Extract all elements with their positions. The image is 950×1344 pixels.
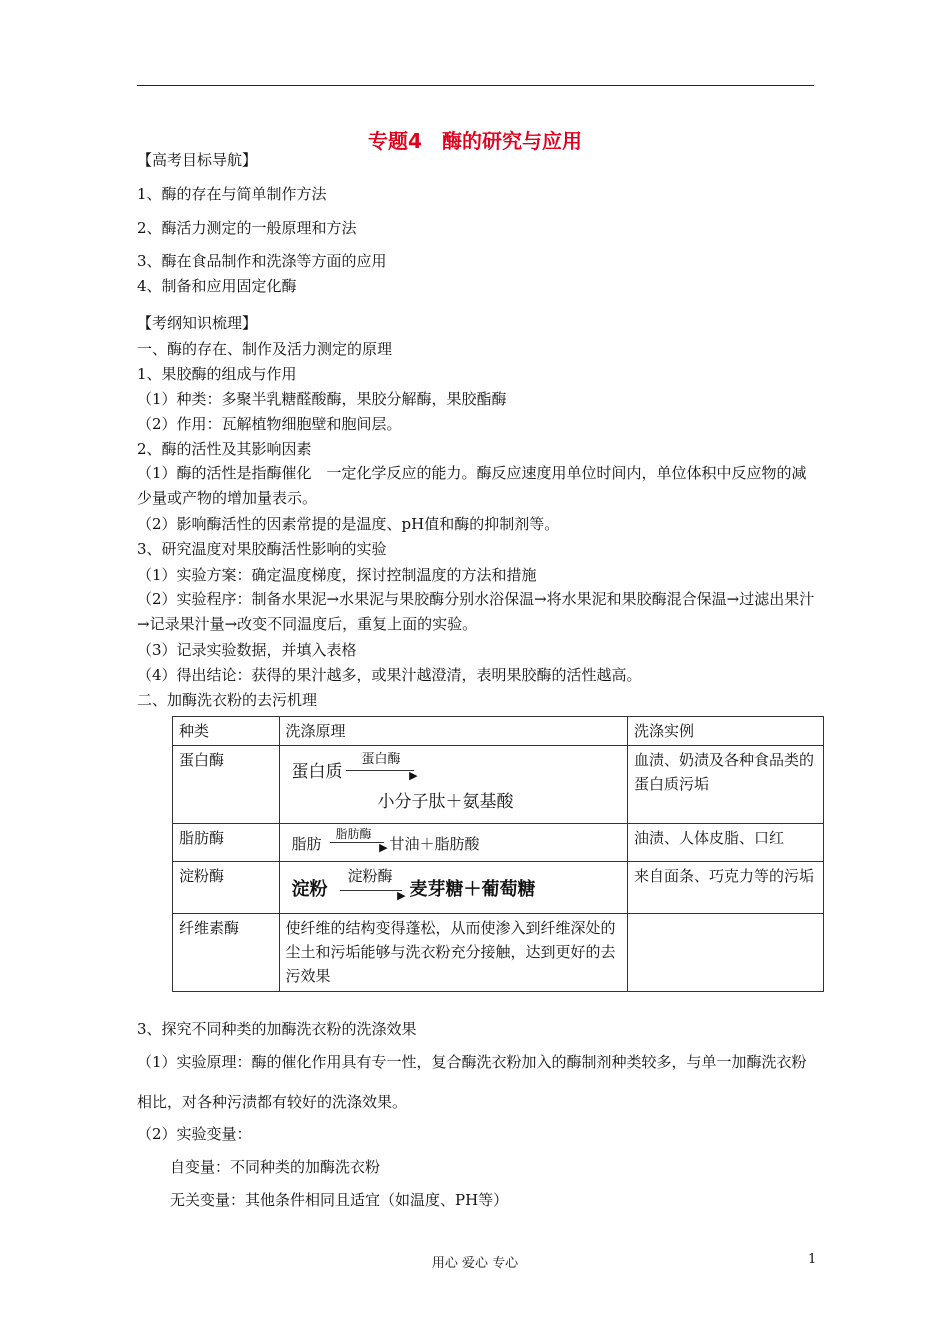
table-row — [173, 824, 824, 862]
reaction-equation — [286, 864, 621, 908]
point-text: （1）实验方案：确定温度梯度，探讨控制温度的方法和措施 — [137, 566, 537, 584]
point-text: （1）实验原理：酶的催化作用具有专一性，复合酶洗衣粉加入的酶制剂种类较多，与单一加酶洗衣粉相比，对各种污渍都有较好的洗涤效果。 — [137, 1053, 807, 1111]
variable-text: 自变量：不同种类的加酶洗衣粉 — [170, 1158, 381, 1176]
point-text: （2）影响酶活性的因素常提的是温度、pH值和酶的抑制剂等。 — [137, 515, 560, 533]
wash-example: 来自面条、巧克力等的污垢 — [627, 862, 823, 914]
goal-item: 2、酶活力测定的一般原理和方法 — [137, 219, 357, 237]
reaction-substrate: 脂肪 — [291, 835, 322, 853]
point-title: 2、酶的活性及其影响因素 — [137, 440, 312, 458]
reaction-arrow-icon: ▶ — [340, 890, 402, 891]
section-heading-knowledge: 【考纲知识梳理】 — [137, 314, 258, 332]
variable-text: 无关变量：其他条件相同且适宜（如温度、PH等） — [170, 1191, 509, 1209]
point-text: （4）得出结论：获得的果汁越多，或果汁越澄清，表明果胶酶的活性越高。 — [137, 666, 642, 684]
part-title: 二、加酶洗衣粉的去污机理 — [137, 691, 318, 709]
reaction-products: 小分子肽＋氨基酸 — [377, 792, 514, 812]
section-heading-goals: 【高考目标导航】 — [137, 151, 258, 169]
reaction-equation — [286, 826, 621, 856]
part-title: 一、酶的存在、制作及活力测定的原理 — [137, 340, 393, 358]
goal-item: 3、酶在食品制作和洗涤等方面的应用 — [137, 252, 387, 270]
table-header: 种类 — [173, 717, 280, 746]
page-title: 专题4 酶的研究与应用 — [368, 129, 582, 153]
wash-example: 血渍、奶渍及各种食品类的蛋白质污垢 — [627, 746, 823, 824]
reaction-cell — [279, 862, 627, 914]
reaction-enzyme: 脂肪酶 — [335, 827, 372, 841]
point-text: （2）实验变量： — [137, 1125, 252, 1143]
table-row — [173, 746, 824, 824]
reaction-enzyme: 蛋白酶 — [361, 752, 401, 767]
goal-item: 4、制备和应用固定化酶 — [137, 277, 297, 295]
page-number: 1 — [808, 1252, 817, 1267]
table-row — [173, 914, 824, 992]
enzyme-kind: 蛋白酶 — [173, 746, 280, 824]
footer-slogan: 用心 爱心 专心 — [431, 1256, 519, 1271]
reaction-substrate: 蛋白质 — [291, 762, 343, 782]
point-text: （2）作用：瓦解植物细胞壁和胞间层。 — [137, 415, 402, 433]
goal-item: 1、酶的存在与简单制作方法 — [137, 185, 327, 203]
enzyme-kind: 淀粉酶 — [173, 862, 280, 914]
reaction-cell — [279, 746, 627, 824]
reaction-products: 甘油＋脂肪酸 — [389, 835, 480, 853]
wash-example — [627, 914, 823, 992]
point-title: 3、探究不同种类的加酶洗衣粉的洗涤效果 — [137, 1020, 417, 1038]
point-text: （1）种类：多聚半乳糖醛酸酶，果胶分解酶，果胶酯酶 — [137, 390, 507, 408]
reaction-equation — [286, 748, 621, 818]
enzyme-kind: 脂肪酶 — [173, 824, 280, 862]
point-text: （2）实验程序：制备水果泥→水果泥与果胶酶分别水浴保温→将水果泥和果胶酶混合保温→过滤出果汁→记录果汁量→改变不同温度后，重复上面的实验。 — [137, 590, 815, 633]
reaction-enzyme: 淀粉酶 — [347, 867, 393, 885]
table-header: 洗涤实例 — [627, 717, 823, 746]
reaction-arrow-icon: ▶ — [330, 842, 384, 843]
reaction-substrate: 淀粉 — [291, 879, 328, 900]
table-header: 洗涤原理 — [279, 717, 627, 746]
reaction-cell — [279, 824, 627, 862]
point-text: （1）酶的活性是指酶催化 一定化学反应的能力。酶反应速度用单位时间内，单位体积中反应物的减少量或产物的增加量表示。 — [137, 464, 807, 507]
enzyme-table — [172, 716, 824, 992]
wash-example: 油渍、人体皮脂、口红 — [627, 824, 823, 862]
point-text: （3）记录实验数据，并填入表格 — [137, 641, 357, 659]
table-row — [173, 862, 824, 914]
reaction-products: 麦芽糖＋葡萄糖 — [409, 879, 536, 900]
point-title: 1、果胶酶的组成与作用 — [137, 365, 297, 383]
table-header-row — [173, 717, 824, 746]
reaction-arrow-icon: ▶ — [346, 770, 414, 771]
wash-principle: 使纤维的结构变得蓬松，从而使渗入到纤维深处的尘土和污垢能够与洗衣粉充分接触，达到更好的去污效果 — [279, 914, 627, 992]
point-title: 3、研究温度对果胶酶活性影响的实验 — [137, 540, 387, 558]
enzyme-kind: 纤维素酶 — [173, 914, 280, 992]
header-rule — [137, 85, 814, 86]
